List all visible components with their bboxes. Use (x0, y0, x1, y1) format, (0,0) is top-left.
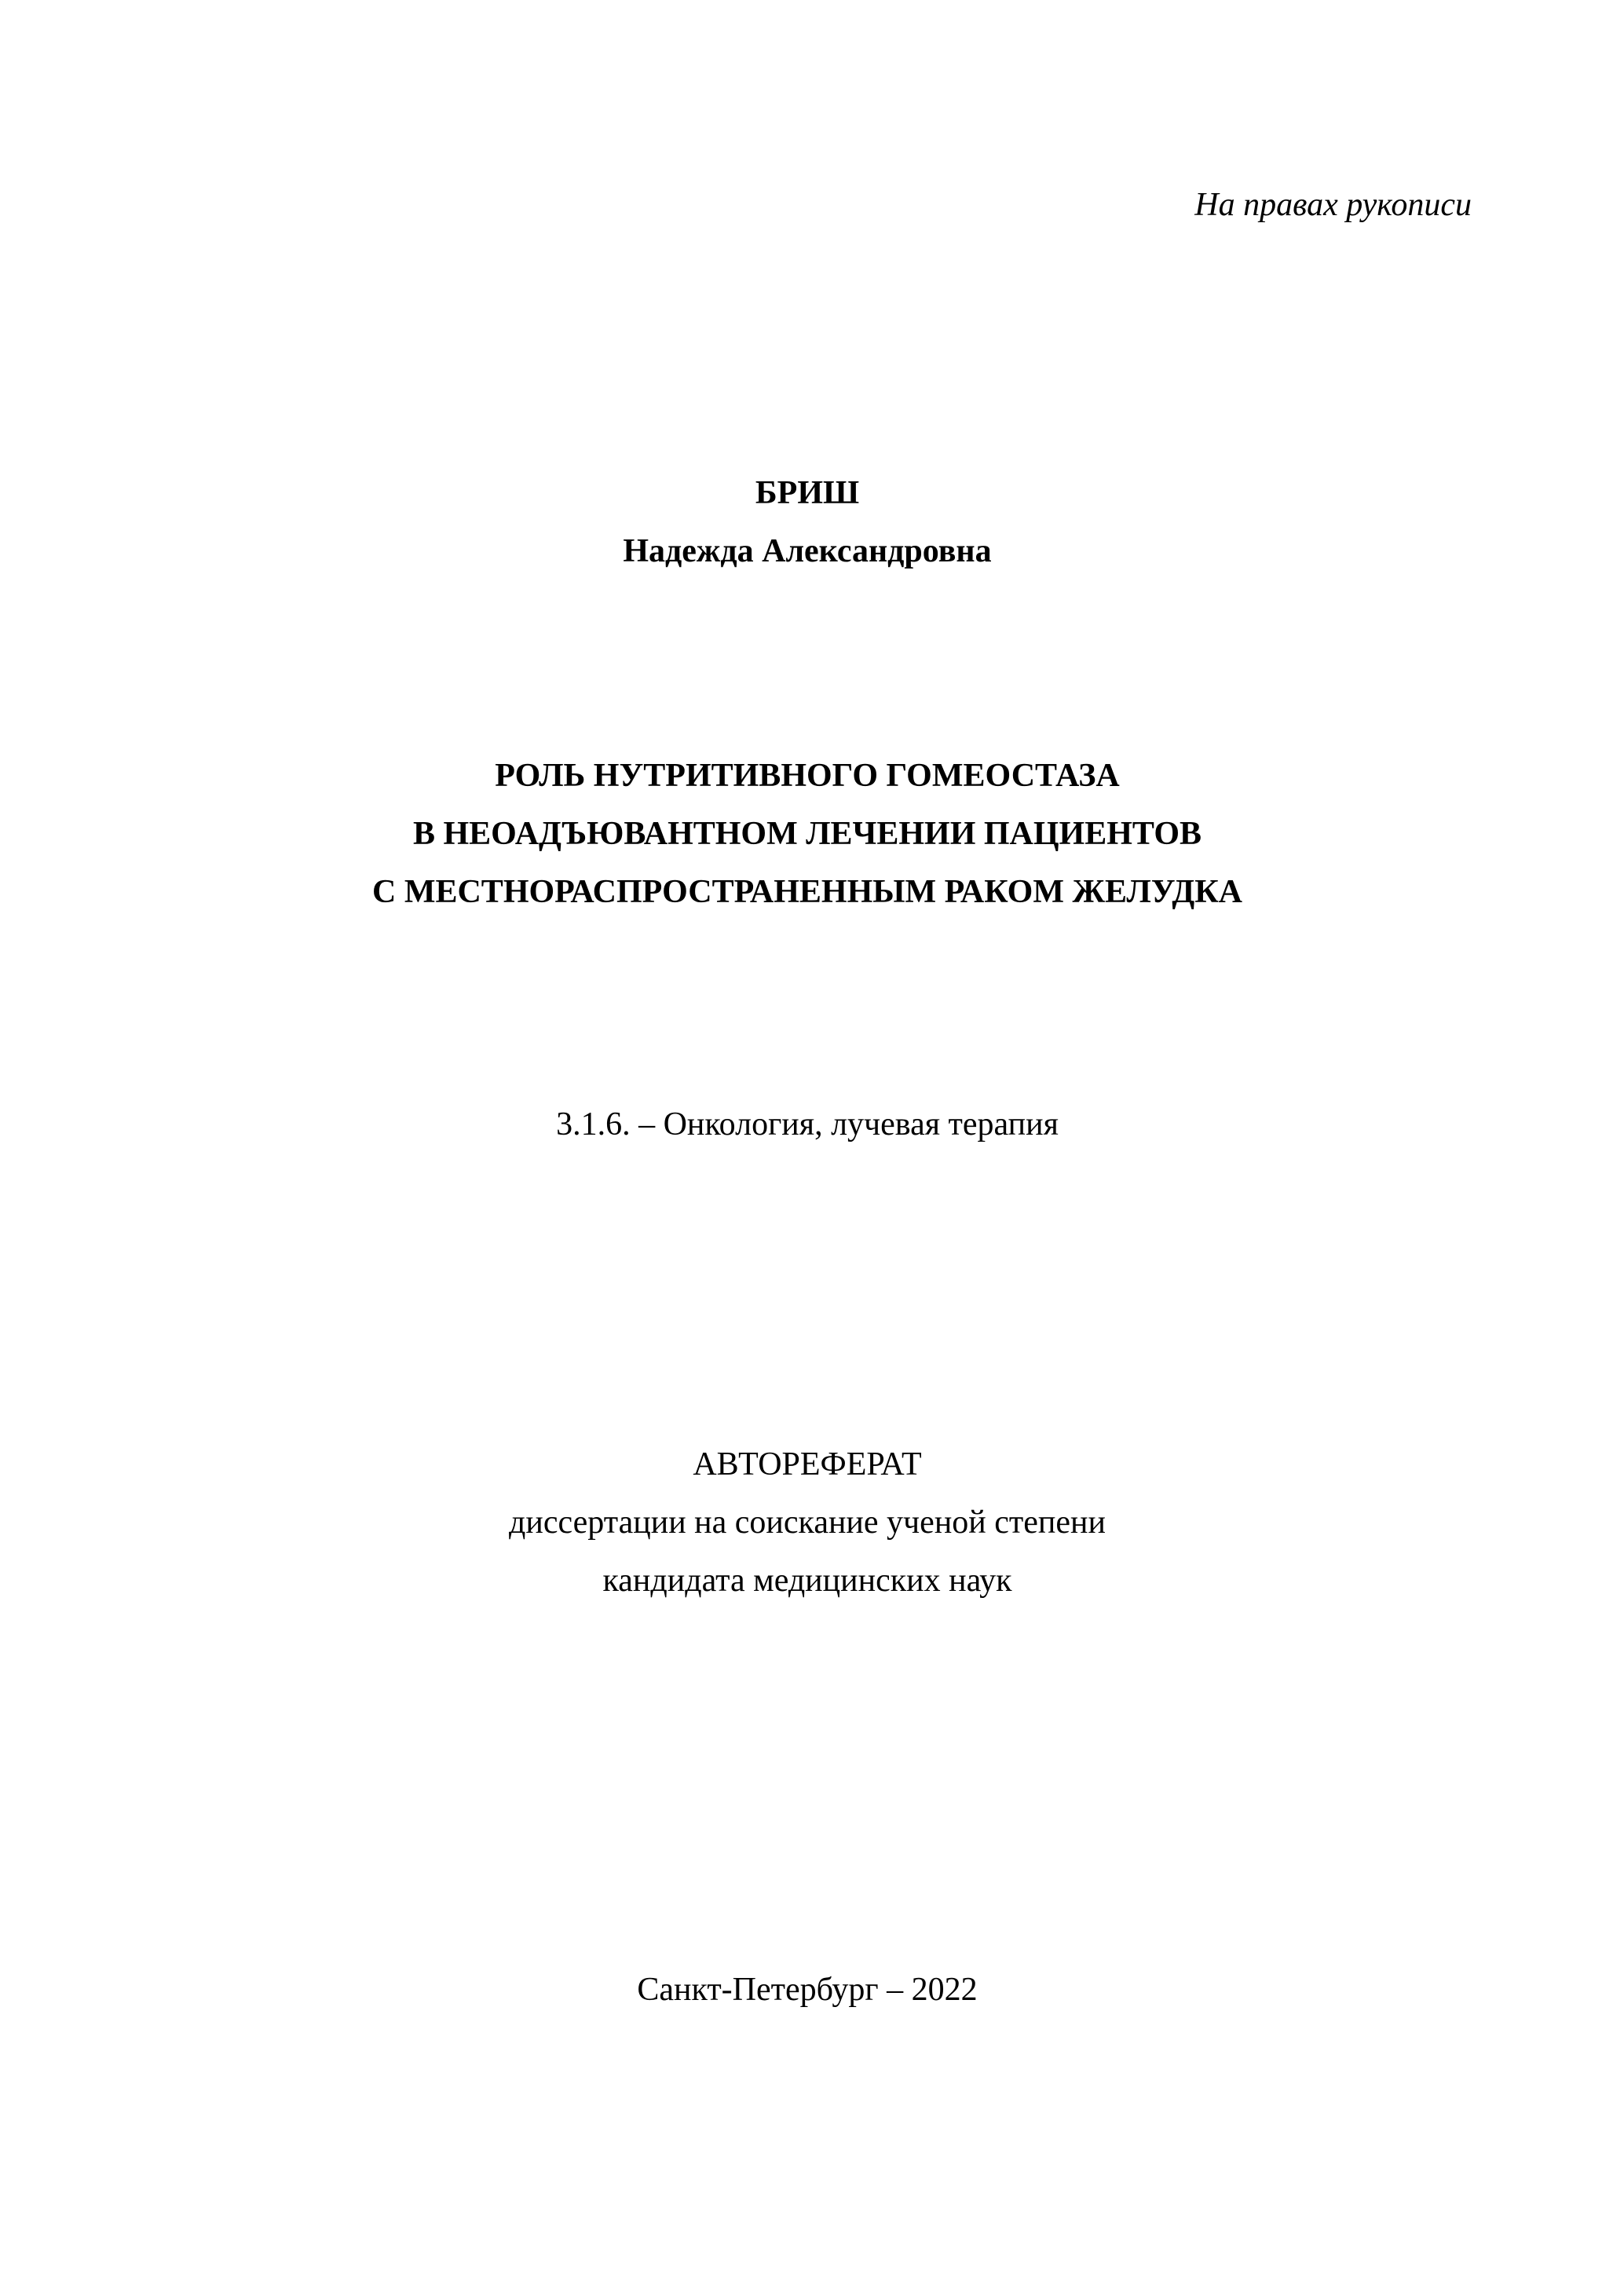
document-type-line-1: диссертации на соискание ученой степени (509, 1504, 1106, 1541)
specialty-code: 3.1.6. – Онкология, лучевая терапия (556, 1106, 1059, 1143)
title-line-1: РОЛЬ НУТРИТИВНОГО ГОМЕОСТАЗА (495, 758, 1120, 794)
document-type-line-2: кандидата медицинских наук (602, 1563, 1012, 1599)
rights-note: На правах рукописи (1194, 187, 1472, 223)
document-type-heading: АВТОРЕФЕРАТ (693, 1446, 922, 1483)
title-line-2: В НЕОАДЪЮВАНТНОМ ЛЕЧЕНИИ ПАЦИЕНТОВ (412, 816, 1202, 852)
title-line-3: С МЕСТНОРАСПРОСТРАНЕННЫМ РАКОМ ЖЕЛУДКА (371, 874, 1243, 910)
author-surname: БРИШ (755, 475, 860, 511)
author-given-names: Надежда Александровна (623, 533, 992, 569)
place-year: Санкт-Петербург – 2022 (637, 1972, 978, 2008)
